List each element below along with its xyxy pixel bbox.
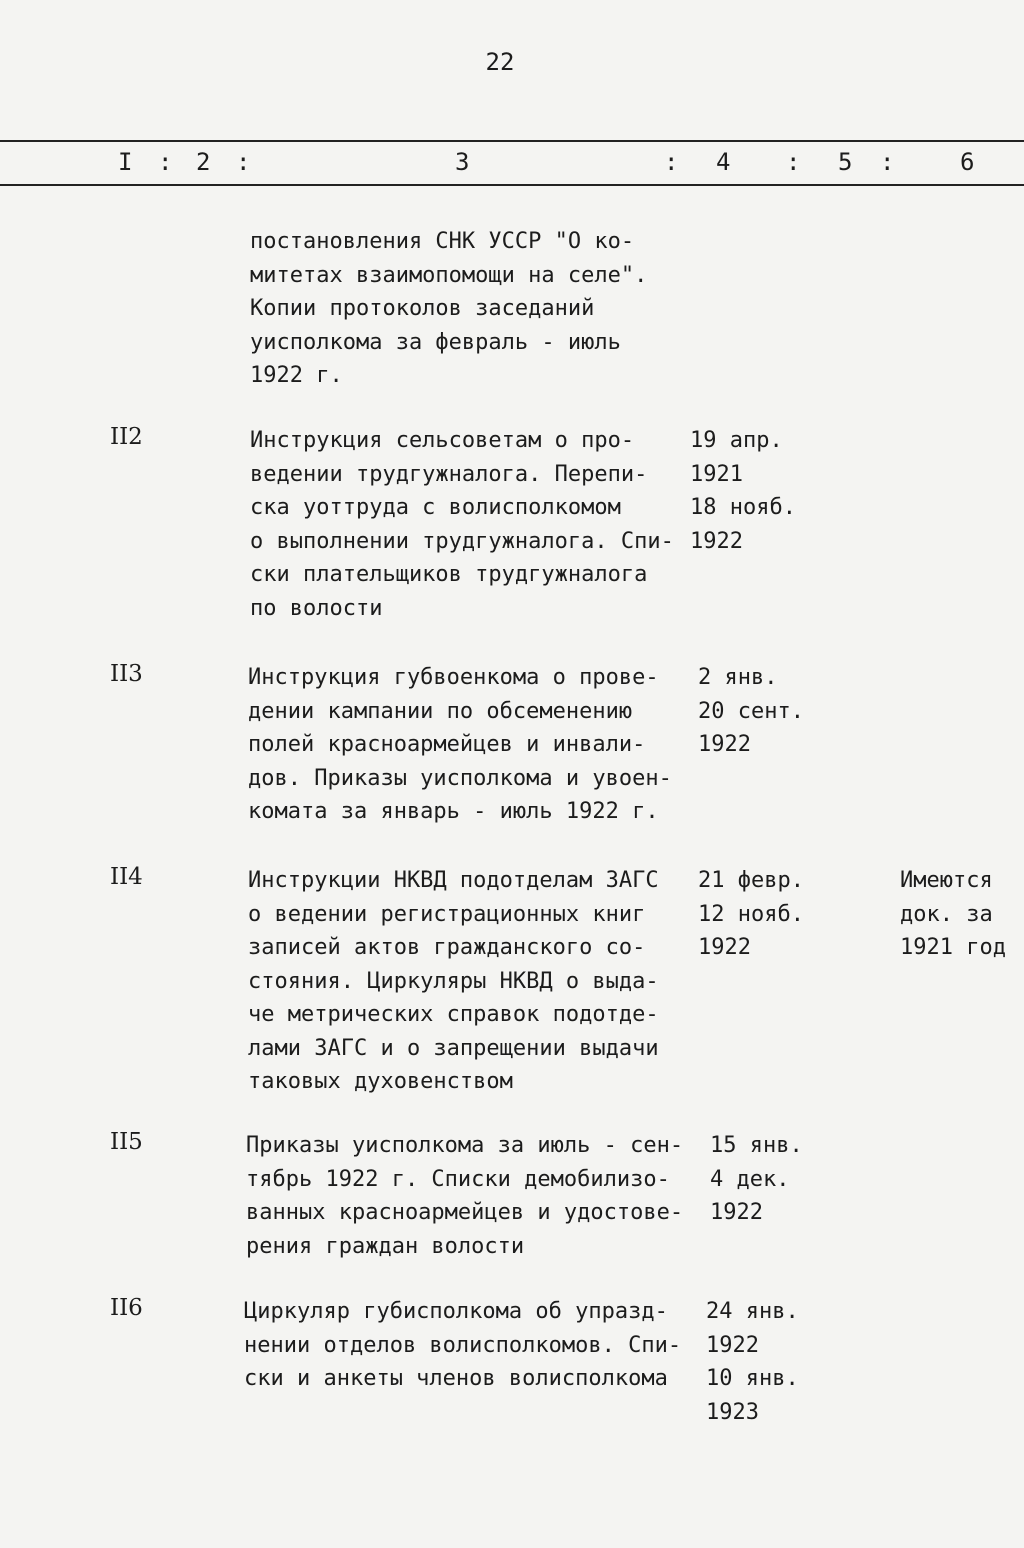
description-line: ведении трудгужналога. Перепи- [250,461,648,487]
date-line: 2 янв. [698,665,778,690]
description-line: дении кампании по обсеменению [248,698,633,724]
header-rule-top [0,140,1024,142]
date-line: 18 нояб. [690,495,796,520]
date-line: 21 февр. [698,868,804,893]
note-line: Имеются [900,868,993,893]
entry-dates [710,1129,850,1230]
entry-number: II3 [110,661,143,687]
column-separator: : [786,148,801,176]
entry-number: II5 [110,1129,143,1155]
date-line: 15 янв. [710,1133,803,1158]
description-line: Циркуляр губисполкома об упразд- [244,1299,668,1324]
entry-dates [698,864,838,965]
description-line: Инструкции НКВД подотделам ЗАГС [248,868,659,893]
description-line: ска уоттруда с волисполкомом [250,495,621,520]
description-line: Инструкция сельсоветам о про- [250,428,635,453]
date-line: 1922 [698,935,751,960]
description-line: записей актов гражданского со- [248,935,646,960]
entry-description [248,661,688,829]
column-header-3: 3 [455,148,470,176]
entry-description [244,1295,684,1396]
date-line: 4 дек. [710,1166,790,1192]
description-line: тябрь 1922 г. Списки демобилизо- [246,1166,670,1192]
description-line: о ведении регистрационных книг [248,901,646,927]
column-header-5: 5 [838,148,853,176]
description-line: по волости [250,595,383,621]
entry-description [248,864,688,1099]
note-line: док. за [900,901,993,927]
date-line: 1922 [698,732,751,757]
description-line: нении отделов волисполкомов. Спи- [244,1332,682,1358]
date-line: 12 нояб. [698,901,804,927]
description-line: Приказы уисполкома за июль - сен- [246,1133,684,1158]
description-line: Копии протоколов заседаний [250,296,595,321]
header-rule-bottom [0,184,1024,186]
column-header-2: 2 [196,148,211,176]
page-number: 22 [485,48,515,76]
description-line: ванных красноармейцев и удостове- [246,1200,684,1225]
note-line: 1921 год [900,935,1006,960]
date-line: 1923 [706,1399,759,1425]
date-line: 1921 [690,461,743,487]
description-line: ски плательщиков трудгужналога [250,562,648,587]
entry-note [900,864,1024,965]
entry-dates [706,1295,846,1429]
entry-description [250,225,690,393]
description-line: че метрических справок подотде- [248,1002,659,1027]
date-line: 1922 [706,1332,759,1358]
date-line: 19 апр. [690,428,783,453]
description-line: таковых духовенством [248,1069,513,1094]
entry-number: II4 [110,864,143,890]
description-line: митетах взаимопомощи на селе". [250,262,648,288]
date-line: 20 сент. [698,698,804,724]
description-line: уисполкома за февраль - июль [250,329,621,355]
entry-description [246,1129,686,1263]
column-header-1: I [118,148,133,176]
date-line: 10 янв. [706,1366,799,1391]
column-separator: : [236,148,251,176]
date-line: 24 янв. [706,1299,799,1324]
date-line: 1922 [710,1200,763,1225]
column-separator: : [664,148,679,176]
description-line: комата за январь - июль 1922 г. [248,799,659,824]
entry-number: II6 [110,1295,143,1321]
description-line: 1922 г. [250,363,343,388]
entry-dates [690,424,830,558]
description-line: Инструкция губвоенкома о прове- [248,665,659,690]
description-line: стояния. Циркуляры НКВД о выда- [248,968,659,994]
column-header-4: 4 [716,148,731,176]
description-line: рения граждан волости [246,1233,525,1259]
entry-dates [698,661,838,762]
description-line: постановления СНК УССР "О ко- [250,229,635,254]
description-line: дов. Приказы уисполкома и увоен- [248,765,672,791]
date-line: 1922 [690,528,743,554]
column-separator: : [880,148,895,176]
description-line: полей красноармейцев и инвали- [248,732,646,757]
column-header-6: 6 [960,148,975,176]
entry-description [250,424,690,625]
description-line: лами ЗАГС и о запрещении выдачи [248,1035,659,1061]
entry-number: II2 [110,424,143,450]
description-line: ски и анкеты членов волисполкома [244,1366,668,1391]
description-line: о выполнении трудгужналога. Спи- [250,528,674,554]
column-separator: : [158,148,173,176]
